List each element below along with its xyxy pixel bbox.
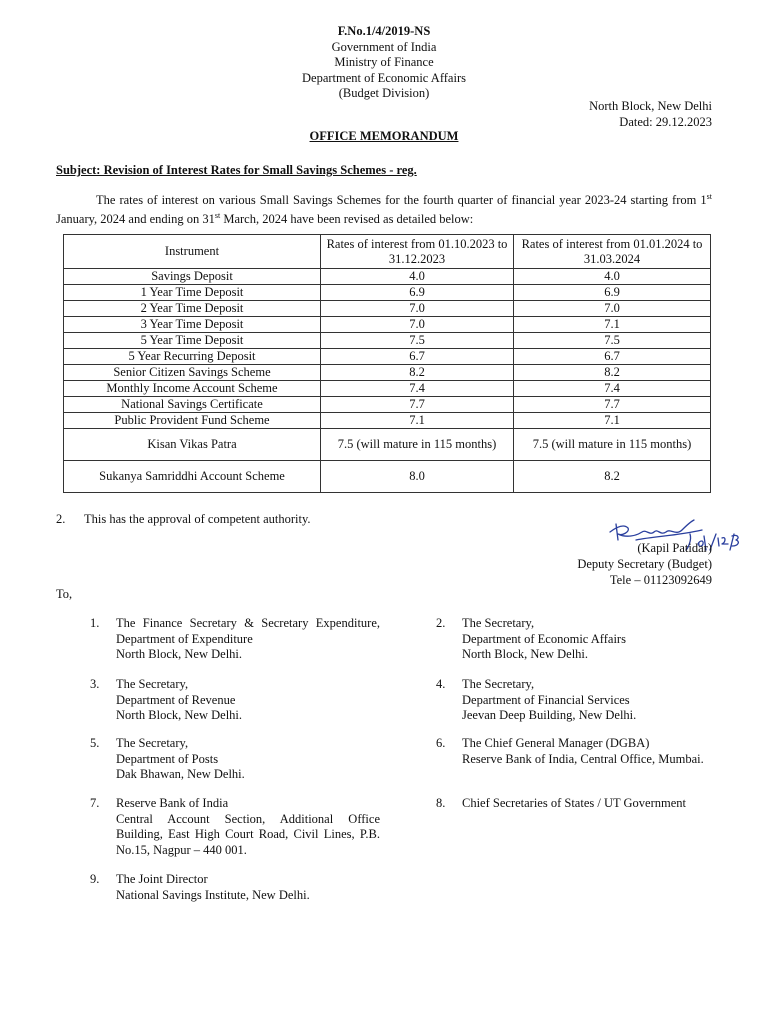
rate-q3-cell: 4.0 xyxy=(321,269,514,285)
addressee-line: Dak Bhawan, New Delhi. xyxy=(116,767,245,781)
subject-line: Subject: Revision of Interest Rates for Small Savings Schemes - reg. xyxy=(56,163,417,177)
table-row xyxy=(64,413,711,429)
header-line-government: Government of India xyxy=(331,39,437,54)
table-row xyxy=(64,461,711,493)
instrument-cell: Kisan Vikas Patra xyxy=(64,429,321,461)
addressee-item xyxy=(90,872,380,903)
addressee-line: Jeevan Deep Building, New Delhi. xyxy=(462,708,637,722)
addressee-line: The Secretary, xyxy=(116,736,189,750)
signatory-block xyxy=(577,540,712,588)
addressee-number: 1. xyxy=(90,616,100,630)
memo-title: OFFICE MEMORANDUM xyxy=(309,129,459,143)
instrument-cell: 2 Year Time Deposit xyxy=(64,301,321,317)
intro-text-3: March, 2024 have been revised as detailed below: xyxy=(220,212,474,227)
addressee-line: National Savings Institute, New Delhi. xyxy=(116,887,310,902)
rate-q3-cell: 7.7 xyxy=(321,397,514,413)
rate-q4-cell: 6.7 xyxy=(514,349,711,365)
table-row xyxy=(64,317,711,333)
addressee-line: Reserve Bank of India, Central Office, Mumbai. xyxy=(462,751,704,766)
table-row xyxy=(64,365,711,381)
addressee-item xyxy=(436,677,712,724)
addressee-item xyxy=(436,736,712,767)
addressee-item xyxy=(90,677,380,724)
addressee-line: Department of Financial Services xyxy=(462,692,630,707)
document-header xyxy=(0,24,768,102)
instrument-cell: Sukanya Samriddhi Account Scheme xyxy=(64,461,321,493)
addressee-line: North Block, New Delhi. xyxy=(116,647,243,661)
addressee-line: Reserve Bank of India xyxy=(116,796,229,810)
addressee-line: Central Account Section, Additional Office Building, East High Court Road, Civil Lines, P.B. No.15, Nagpur – 440 001. xyxy=(116,811,380,857)
intro-text-1: The rates of interest on various Small Savings Schemes for the fourth quarter of financial year 2023-24 starting from 1 xyxy=(96,193,707,208)
rate-q4-cell: 6.9 xyxy=(514,285,711,301)
header-line-division: (Budget Division) xyxy=(338,86,430,100)
rate-q4-cell: 7.1 xyxy=(514,317,711,333)
table-row xyxy=(64,397,711,413)
instrument-cell: 1 Year Time Deposit xyxy=(64,285,321,301)
instrument-cell: 5 Year Time Deposit xyxy=(64,333,321,349)
addressee-line: Department of Revenue xyxy=(116,692,236,707)
header-instrument: Instrument xyxy=(64,235,321,269)
addressee-number: 9. xyxy=(90,872,100,886)
table-row xyxy=(64,349,711,365)
addressee-line: The Joint Director xyxy=(116,872,208,886)
addressee-item xyxy=(90,616,380,663)
table-header-row xyxy=(64,235,711,269)
instrument-cell: National Savings Certificate xyxy=(64,397,321,413)
addressee-line: Department of Posts xyxy=(116,751,219,766)
rate-q3-cell: 7.0 xyxy=(321,301,514,317)
rate-q4-cell: 7.5 (will mature in 115 months) xyxy=(514,429,711,461)
rate-q4-cell: 8.2 xyxy=(514,461,711,493)
rate-q4-cell: 7.0 xyxy=(514,301,711,317)
rate-q3-cell: 7.5 xyxy=(321,333,514,349)
paragraph-number: 2. xyxy=(56,512,66,526)
addressee-number: 8. xyxy=(436,796,446,810)
rate-q3-cell: 8.2 xyxy=(321,365,514,381)
rate-q3-cell: 7.1 xyxy=(321,413,514,429)
instrument-cell: Senior Citizen Savings Scheme xyxy=(64,365,321,381)
rate-q4-cell: 4.0 xyxy=(514,269,711,285)
signatory-telephone: Tele – 01123092649 xyxy=(609,573,712,587)
rate-q4-cell: 7.4 xyxy=(514,381,711,397)
rate-q4-cell: 7.1 xyxy=(514,413,711,429)
addressee-line: The Secretary, xyxy=(462,677,535,691)
intro-sup-1: st xyxy=(706,192,712,201)
rate-q4-cell: 8.2 xyxy=(514,365,711,381)
addressee-number: 4. xyxy=(436,677,446,691)
dated: Dated: 29.12.2023 xyxy=(619,115,712,129)
rate-q3-cell: 6.9 xyxy=(321,285,514,301)
header-rate-q3: Rates of interest from 01.10.2023 to 31.12.2023 xyxy=(321,235,514,269)
instrument-cell: Savings Deposit xyxy=(64,269,321,285)
to-label: To, xyxy=(56,587,73,601)
rate-q3-cell: 7.5 (will mature in 115 months) xyxy=(321,429,514,461)
addressee-item xyxy=(436,616,712,663)
intro-text-2: January, 2024 and ending on 31 xyxy=(56,212,215,227)
table-row xyxy=(64,429,711,461)
addressee-number: 7. xyxy=(90,796,100,810)
addressee-number: 6. xyxy=(436,736,446,750)
addressee-line: Department of Economic Affairs xyxy=(462,631,626,646)
instrument-cell: Monthly Income Account Scheme xyxy=(64,381,321,397)
file-number: F.No.1/4/2019-NS xyxy=(337,24,431,38)
table-row xyxy=(64,285,711,301)
rate-q3-cell: 8.0 xyxy=(321,461,514,493)
signatory-name: (Kapil Patidar) xyxy=(637,541,712,555)
approval-text: This has the approval of competent authority. xyxy=(84,512,311,526)
addressee-number: 2. xyxy=(436,616,446,630)
header-line-ministry: Ministry of Finance xyxy=(334,55,434,69)
addressee-line: Chief Secretaries of States / UT Government xyxy=(462,796,687,810)
rate-q4-cell: 7.5 xyxy=(514,333,711,349)
instrument-cell: 5 Year Recurring Deposit xyxy=(64,349,321,365)
addressee-number: 3. xyxy=(90,677,100,691)
instrument-cell: Public Provident Fund Scheme xyxy=(64,413,321,429)
table-row xyxy=(64,269,711,285)
signatory-designation: Deputy Secretary (Budget) xyxy=(577,557,712,571)
addressee-item xyxy=(90,736,380,783)
intro-paragraph xyxy=(56,189,712,227)
addressee-line: The Secretary, xyxy=(116,677,189,691)
table-row xyxy=(64,381,711,397)
interest-rates-table xyxy=(63,234,711,493)
rate-q3-cell: 7.0 xyxy=(321,317,514,333)
addressee-item xyxy=(436,796,712,812)
rate-q3-cell: 6.7 xyxy=(321,349,514,365)
addressee-item xyxy=(90,796,380,858)
rate-q3-cell: 7.4 xyxy=(321,381,514,397)
addressee-number: 5. xyxy=(90,736,100,750)
addressee-line: North Block, New Delhi. xyxy=(462,647,589,661)
intro-sup-2: st xyxy=(214,211,221,221)
approval-paragraph xyxy=(56,512,311,527)
place-and-date xyxy=(589,98,712,130)
addressee-line: The Secretary, xyxy=(462,616,535,630)
header-line-department: Department of Economic Affairs xyxy=(302,70,466,85)
addressee-line: The Finance Secretary & Secretary Expenditure, Department of Expenditure xyxy=(116,616,380,646)
rate-q4-cell: 7.7 xyxy=(514,397,711,413)
table-row xyxy=(64,333,711,349)
addressee-line: The Chief General Manager (DGBA) xyxy=(462,736,650,750)
addressee-line: North Block, New Delhi. xyxy=(116,708,243,722)
header-rate-q4: Rates of interest from 01.01.2024 to 31.03.2024 xyxy=(514,235,711,269)
place: North Block, New Delhi xyxy=(589,99,712,113)
table-row xyxy=(64,301,711,317)
instrument-cell: 3 Year Time Deposit xyxy=(64,317,321,333)
